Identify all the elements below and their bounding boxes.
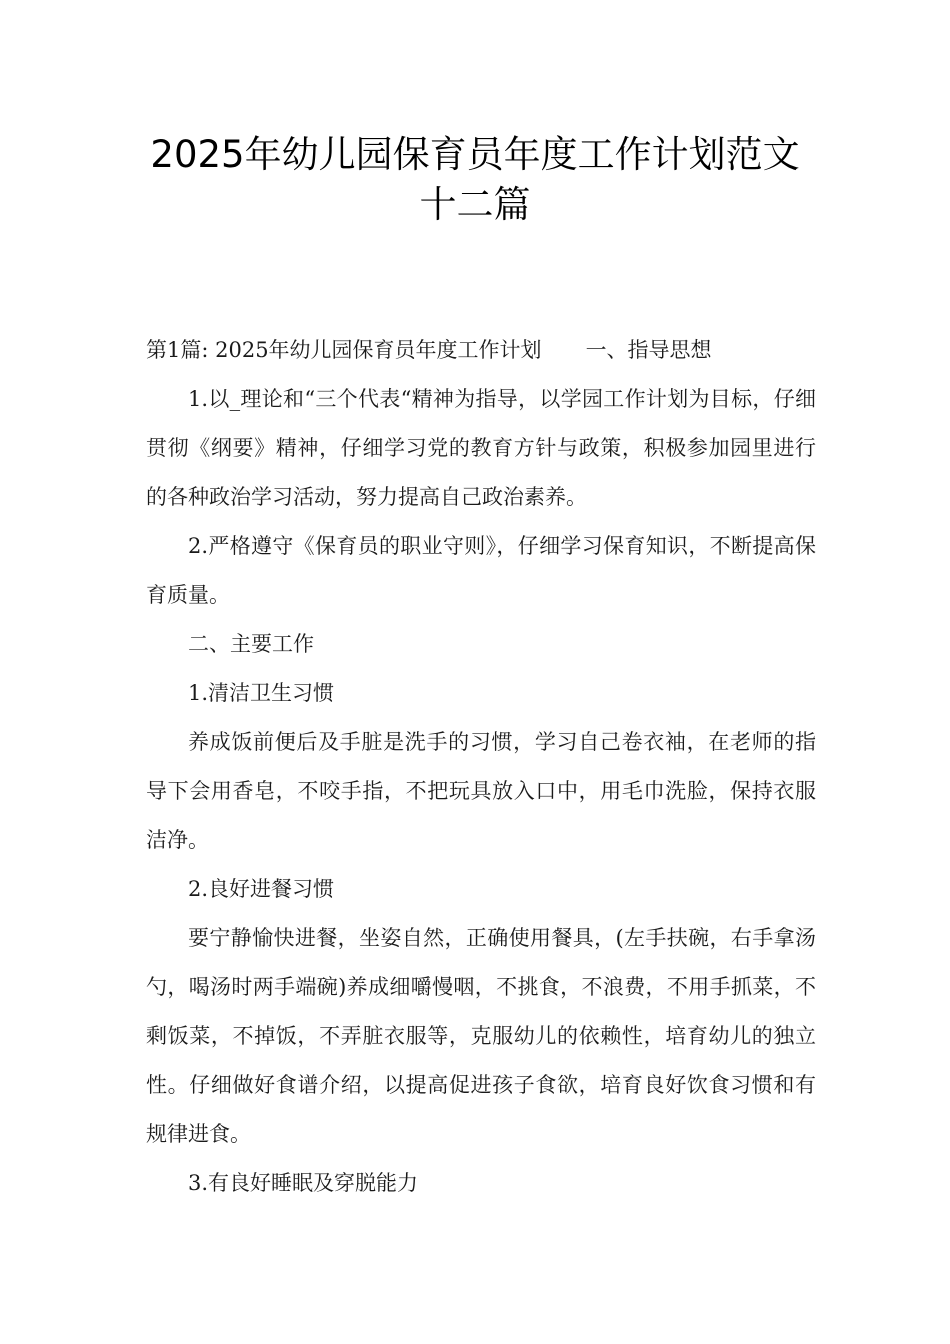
paragraph: 2.严格遵守《保育员的职业守则》，仔细学习保育知识，不断提高保育质量。: [146, 534, 816, 607]
section-subheading: 一、指导思想: [585, 338, 712, 362]
paragraph: 要宁静愉快进餐，坐姿自然，正确使用餐具，(左手扶碗，右手拿汤勺，喝汤时两手端碗)养成细嚼慢咽，不挑食，不浪费，不用手抓菜，不剩饭菜，不掉饭，不弄脏衣服等，克服幼儿的依赖性，培育幼儿的独立性。仔细做好食谱介绍，以提高促进孩子食欲，培育良好饮食习惯和有规律进食。: [146, 926, 816, 1146]
item-heading: 2.良好进餐习惯: [188, 877, 335, 901]
paragraph: 1.以_理论和“三个代表“精神为指导，以学园工作计划为目标，仔细贯彻《纲要》精神，仔细学习党的教育方针与政策，积极参加园里进行的各种政治学习活动，努力提高自己政治素养。: [146, 387, 816, 509]
item-heading: 1.清洁卫生习惯: [188, 681, 335, 705]
document-body: [146, 326, 816, 1208]
subsection-heading: 二、主要工作: [188, 632, 314, 656]
document-title-line2: 十二篇: [419, 183, 531, 226]
section-heading-line: [146, 326, 816, 375]
item-heading: 3.有良好睡眠及穿脱能力: [188, 1171, 419, 1195]
document-title-line1: 2025年幼儿园保育员年度工作计划范文: [150, 133, 800, 176]
section-heading: 第1篇: 2025年幼儿园保育员年度工作计划: [146, 338, 542, 362]
paragraph: 养成饭前便后及手脏是洗手的习惯，学习自己卷衣袖，在老师的指导下会用香皂，不咬手指，不把玩具放入口中，用毛巾洗脸，保持衣服洁净。: [146, 730, 816, 852]
